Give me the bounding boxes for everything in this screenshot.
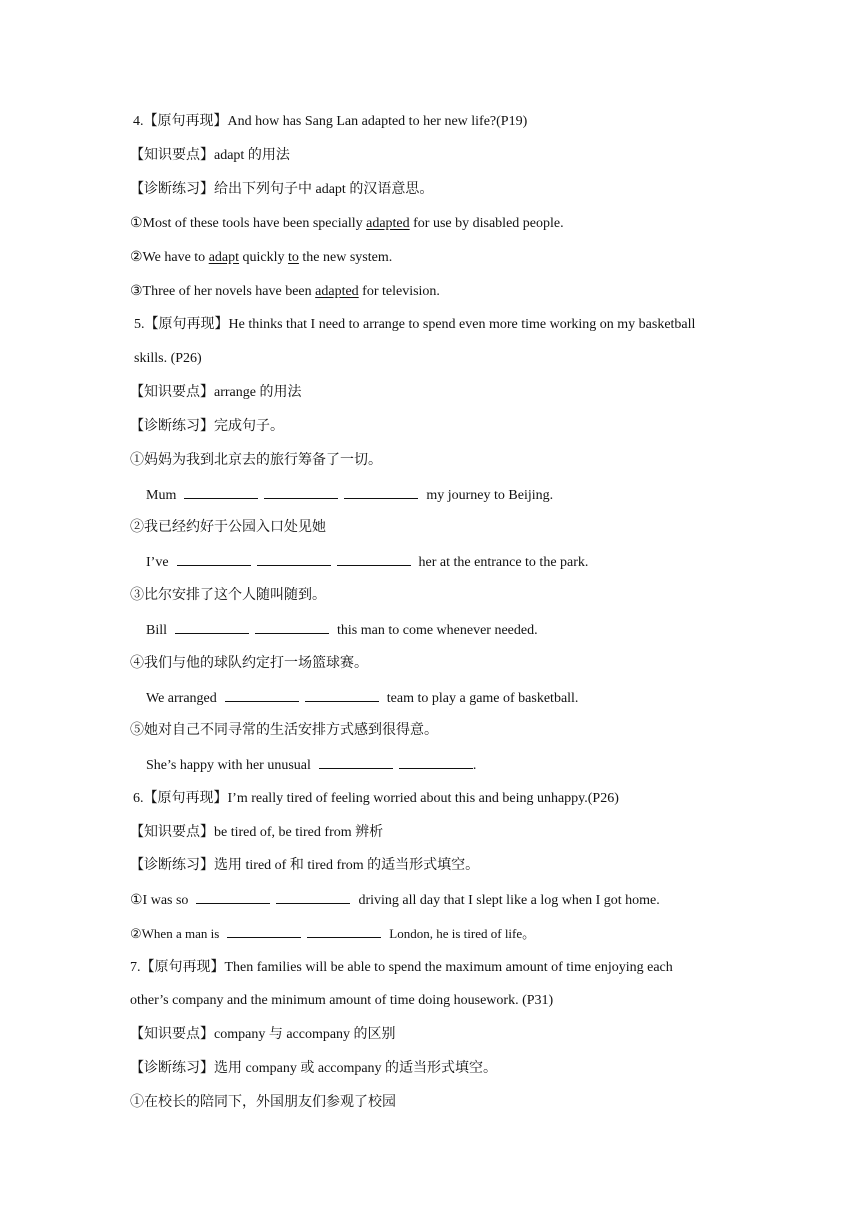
q5-exercise-text: 完成句子。 xyxy=(214,419,284,434)
q4-item-2-underlined-1: adapt xyxy=(208,250,240,265)
q7-origin-tag: 【原句再现】 xyxy=(140,960,225,975)
q4-item-3-underlined: adapted xyxy=(315,284,359,299)
q5-item-5-en-post: . xyxy=(472,758,477,773)
q4-item-3-pre: ③Three of her novels have been xyxy=(130,284,316,299)
blank-3[interactable] xyxy=(337,553,411,566)
blank-1[interactable] xyxy=(175,621,249,634)
q7-origin-line-2 xyxy=(130,992,553,1010)
q4-origin-sentence: And how has Sang Lan adapted to her new life?(P19) xyxy=(227,114,528,129)
q7-point-tag: 【知识要点】 xyxy=(130,1027,214,1042)
q7-origin-line-1 xyxy=(130,959,673,977)
q4-item-1 xyxy=(130,215,564,233)
q5-point-tag: 【知识要点】 xyxy=(130,385,214,400)
blank-1[interactable] xyxy=(196,891,270,904)
q5-item-3-en-post: this man to come whenever needed. xyxy=(337,623,538,638)
q6-exercise-tag: 【诊断练习】 xyxy=(130,858,214,873)
q5-item-4-en xyxy=(146,689,578,707)
q4-item-1-post: for use by disabled people. xyxy=(409,216,564,231)
q4-exercise-line xyxy=(130,181,433,199)
q5-origin-sentence-2: skills. (P26) xyxy=(134,351,202,366)
q4-origin-line xyxy=(133,113,527,131)
q6-origin-line xyxy=(133,790,619,808)
q4-item-2-post: the new system. xyxy=(298,250,393,265)
q4-exercise-tag: 【诊断练习】 xyxy=(130,182,214,197)
q7-number: 7. xyxy=(130,960,141,975)
q6-item-1-pre: ①I was so xyxy=(130,893,189,908)
blank-2[interactable] xyxy=(264,486,338,499)
q5-number: 5. xyxy=(134,317,145,332)
q5-origin-tag: 【原句再现】 xyxy=(144,317,229,332)
q4-item-1-underlined: adapted xyxy=(366,216,410,231)
q6-point-line xyxy=(130,824,383,842)
q5-item-5-en-pre: She’s happy with her unusual xyxy=(146,758,311,773)
q5-item-3-en-pre: Bill xyxy=(146,623,168,638)
q5-item-1-en xyxy=(146,486,553,504)
q5-item-3-en xyxy=(146,621,538,639)
q5-item-1-cn: ①妈妈为我到北京去的旅行筹备了一切。 xyxy=(130,453,382,468)
q6-item-1 xyxy=(130,891,660,909)
q7-point-line xyxy=(130,1026,396,1044)
blank-1[interactable] xyxy=(184,486,258,499)
q4-point-line xyxy=(130,147,290,165)
blank-2[interactable] xyxy=(399,756,473,769)
q4-item-2-pre: ②We have to xyxy=(130,250,209,265)
q6-origin-sentence: I’m really tired of feeling worried about this and being unhappy.(P26) xyxy=(227,791,619,806)
q6-number: 6. xyxy=(133,791,144,806)
q5-item-2-en xyxy=(146,553,588,571)
q5-item-2-en-post: her at the entrance to the park. xyxy=(418,555,589,570)
q5-item-1-en-post: my journey to Beijing. xyxy=(426,488,554,503)
q4-item-1-pre: ①Most of these tools have been specially xyxy=(130,216,367,231)
q4-origin-tag: 【原句再现】 xyxy=(143,114,228,129)
q4-point-tag: 【知识要点】 xyxy=(130,148,214,163)
blank-1[interactable] xyxy=(225,689,299,702)
blank-2[interactable] xyxy=(305,689,379,702)
q4-item-3-post: for television. xyxy=(358,284,440,299)
q5-exercise-tag: 【诊断练习】 xyxy=(130,419,214,434)
q6-item-2-pre: ②When a man is xyxy=(130,926,220,941)
blank-2[interactable] xyxy=(276,891,350,904)
q7-exercise-tag: 【诊断练习】 xyxy=(130,1061,214,1076)
q4-item-3 xyxy=(130,283,440,301)
q6-point-tag: 【知识要点】 xyxy=(130,825,214,840)
q7-exercise-line xyxy=(130,1060,497,1078)
q4-exercise-text: 给出下列句子中 adapt 的汉语意思。 xyxy=(214,182,434,197)
q5-item-4-cn: ④我们与他的球队约定打一场篮球赛。 xyxy=(130,656,368,671)
q7-exercise-text: 选用 company 或 accompany 的适当形式填空。 xyxy=(214,1061,498,1076)
q5-item-3-cn: ③比尔安排了这个人随叫随到。 xyxy=(130,588,326,603)
q6-item-2-post: London, he is tired of life。 xyxy=(389,926,536,941)
q5-exercise-line xyxy=(130,418,284,436)
q5-item-2-en-pre: I’ve xyxy=(146,555,169,570)
q6-exercise-line xyxy=(130,857,479,875)
q6-point-text: be tired of, be tired from 辨析 xyxy=(214,825,384,840)
q7-origin-sentence-1: Then families will be able to spend the maximum amount of time enjoying each xyxy=(224,960,673,975)
q5-item-4-en-pre: We arranged xyxy=(146,691,217,706)
q5-item-4-en-post: team to play a game of basketball. xyxy=(386,691,579,706)
q4-point-text: adapt 的用法 xyxy=(214,148,290,163)
q4-item-2-mid: quickly xyxy=(239,250,289,265)
q4-number: 4. xyxy=(133,114,144,129)
q7-item-1: ①在校长的陪同下，外国朋友们参观了校园 xyxy=(130,1095,396,1110)
q6-item-2 xyxy=(130,925,535,943)
q5-origin-line-1 xyxy=(134,316,695,334)
q7-origin-sentence-2: other’s company and the minimum amount of time doing housework. (P31) xyxy=(130,993,554,1008)
q6-exercise-text: 选用 tired of 和 tired from 的适当形式填空。 xyxy=(214,858,480,873)
q5-item-5-cn: ⑤她对自己不同寻常的生活安排方式感到很得意。 xyxy=(130,723,438,738)
q5-item-1-en-pre: Mum xyxy=(146,488,177,503)
q5-item-5-en xyxy=(146,756,476,774)
blank-2[interactable] xyxy=(307,925,381,938)
q7-point-text: company 与 accompany 的区别 xyxy=(214,1027,396,1042)
q6-item-1-post: driving all day that I slept like a log when I got home. xyxy=(358,893,660,908)
q5-origin-line-2 xyxy=(134,350,202,368)
q5-origin-sentence-1: He thinks that I need to arrange to spend even more time working on my basketball xyxy=(228,317,696,332)
q5-point-text: arrange 的用法 xyxy=(214,385,302,400)
blank-1[interactable] xyxy=(319,756,393,769)
blank-2[interactable] xyxy=(255,621,329,634)
q6-origin-tag: 【原句再现】 xyxy=(143,791,228,806)
blank-1[interactable] xyxy=(227,925,301,938)
blank-2[interactable] xyxy=(257,553,331,566)
q5-point-line xyxy=(130,384,301,402)
blank-1[interactable] xyxy=(177,553,251,566)
q4-item-2-underlined-2: to xyxy=(288,250,299,265)
q5-item-2-cn: ②我已经约好于公园入口处见她 xyxy=(130,520,326,535)
q4-item-2 xyxy=(130,249,392,267)
blank-3[interactable] xyxy=(344,486,418,499)
